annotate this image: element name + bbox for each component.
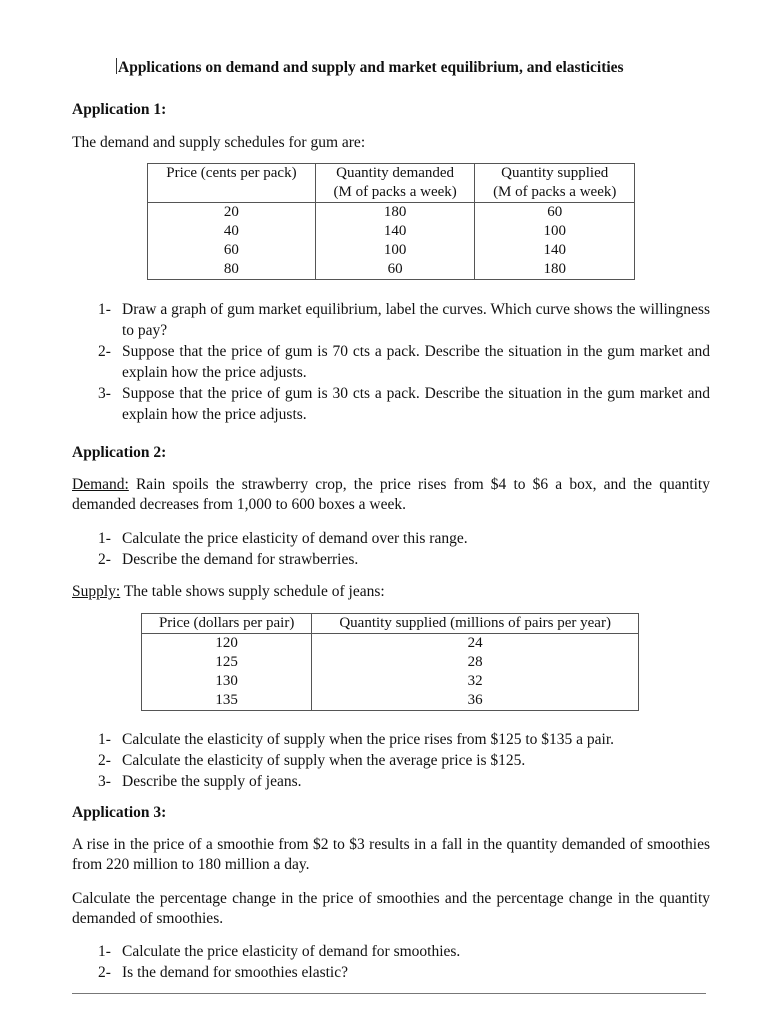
document-title: Applications on demand and supply and market equilibrium, and elasticities: [118, 59, 624, 76]
table-header: Price (cents per pack): [166, 165, 297, 181]
table-row: [142, 672, 639, 691]
table-cell: 20: [223, 204, 239, 220]
table-subheader: [148, 183, 316, 203]
jeans-supply-table: [141, 613, 639, 711]
application-1-intro: The demand and supply schedules for gum are:: [72, 134, 366, 151]
table-cell: 125: [215, 654, 238, 670]
application-1-heading: Application 1:: [72, 101, 167, 118]
list-item: 3- Suppose that the price of gum is 30 cts a pack. Describe the situation in the gum market and explain how the price adjusts.: [98, 385, 710, 423]
list-item: 2- Suppose that the price of gum is 70 cts a pack. Describe the situation in the gum market and explain how the price adjusts.: [98, 343, 710, 381]
table-row: [142, 691, 639, 711]
application-3-heading: Application 3:: [72, 804, 167, 821]
list-item: 2- Describe the demand for strawberries.: [98, 551, 359, 568]
table-row: [148, 241, 635, 260]
demand-paragraph: Demand: Rain spoils the strawberry crop, the price rises from $4 to $6 a box, and the quantity demanded decreases from 1,000 to 600 boxes a week.: [72, 476, 710, 513]
list-item: 2- Is the demand for smoothies elastic?: [98, 964, 348, 981]
list-item: 3- Describe the supply of jeans.: [98, 773, 302, 790]
table-cell: 100: [475, 222, 635, 241]
footer-rule: [72, 993, 706, 994]
supply-questions: [72, 729, 710, 792]
supply-paragraph: Supply: The table shows supply schedule of jeans:: [72, 583, 385, 600]
table-cell: 100: [315, 241, 475, 260]
list-item: 1- Calculate the price elasticity of demand for smoothies.: [98, 943, 461, 960]
table-cell: 60: [223, 242, 239, 258]
table-header: Quantity supplied: [475, 164, 635, 184]
table-cell: 140: [475, 241, 635, 260]
table-cell: 120: [215, 635, 238, 651]
table-cell: 60: [475, 203, 635, 223]
table-row: [142, 634, 639, 654]
application-3-paragraph-1: A rise in the price of a smoothie from $2 to $3 results in a fall in the quantity demanded of smoothies from 220 million to 180 million a day.: [72, 836, 710, 873]
list-item: 1- Calculate the price elasticity of demand over this range.: [98, 530, 468, 547]
table-cell: 140: [315, 222, 475, 241]
table-cell: 24: [312, 634, 639, 654]
table-cell: 135: [215, 692, 238, 708]
application-1-questions: [72, 299, 710, 425]
gum-schedule-table: [147, 163, 635, 280]
text-cursor: [116, 58, 117, 74]
table-subheader: (M of packs a week): [475, 183, 635, 203]
table-row: [148, 203, 635, 223]
list-item: 2- Calculate the elasticity of supply when the average price is $125.: [98, 752, 526, 769]
table-cell: 36: [312, 691, 639, 711]
table-row: [142, 653, 639, 672]
table-cell: 80: [223, 261, 239, 277]
table-subheader: (M of packs a week): [315, 183, 475, 203]
table-row: [148, 260, 635, 280]
table-cell: 40: [223, 223, 239, 239]
table-header: Quantity demanded: [315, 164, 475, 184]
table-cell: 28: [312, 653, 639, 672]
table-cell: 130: [215, 673, 238, 689]
demand-questions: [72, 528, 710, 570]
application-3-questions: [72, 941, 710, 983]
list-item: 1- Draw a graph of gum market equilibrium, label the curves. Which curve shows the willingness to pay?: [98, 301, 710, 339]
list-item: 1- Calculate the elasticity of supply when the price rises from $125 to $135 a pair.: [98, 731, 614, 748]
table-cell: 32: [312, 672, 639, 691]
table-cell: 180: [315, 203, 475, 223]
supply-label: Supply:: [72, 583, 121, 600]
application-2-heading: Application 2:: [72, 444, 167, 461]
table-row: [148, 222, 635, 241]
demand-label: Demand:: [72, 476, 129, 493]
table-cell: 180: [475, 260, 635, 280]
table-cell: 60: [315, 260, 475, 280]
table-header: Price (dollars per pair): [142, 614, 312, 634]
application-3-paragraph-2: Calculate the percentage change in the price of smoothies and the percentage change in the quantity demanded of smoothies.: [72, 890, 710, 927]
table-header: Quantity supplied (millions of pairs per year): [312, 614, 639, 634]
